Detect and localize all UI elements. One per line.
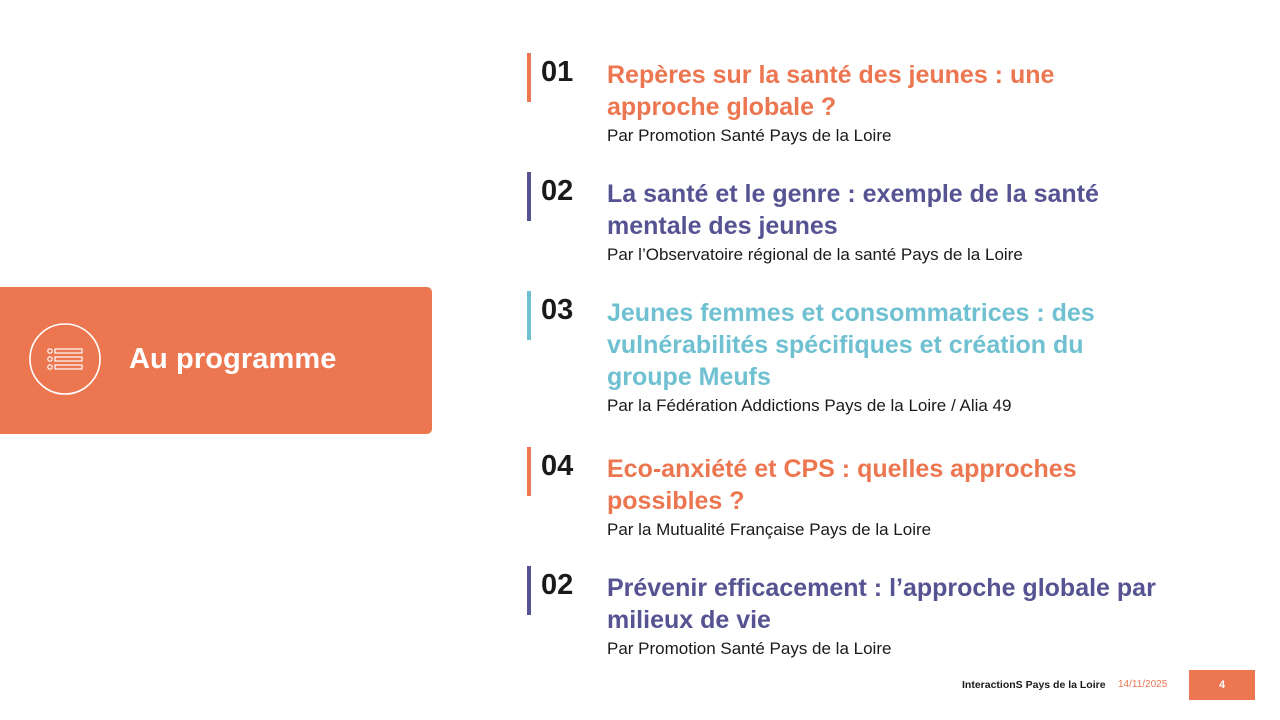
item-title: Eco-anxiété et CPS : quelles approches possibles ? bbox=[607, 455, 1077, 515]
section-title: Au programme bbox=[129, 343, 337, 375]
item-author: Par Promotion Santé Pays de la Loire bbox=[607, 639, 892, 658]
item-title: Jeunes femmes et consommatrices : des vulnérabilités spécifiques et création du groupe Meufs bbox=[607, 299, 1095, 391]
item-number: 03 bbox=[541, 294, 574, 326]
item-author: Par la Fédération Addictions Pays de la Loire / Alia 49 bbox=[607, 396, 1012, 415]
item-author: Par Promotion Santé Pays de la Loire bbox=[607, 126, 892, 145]
accent-bar bbox=[527, 291, 531, 340]
item-title: La santé et le genre : exemple de la santé mentale des jeunes bbox=[607, 180, 1099, 240]
accent-bar bbox=[527, 172, 531, 221]
item-title-block bbox=[607, 178, 1167, 266]
page-number: 4 bbox=[1189, 670, 1255, 700]
item-title-block bbox=[607, 59, 1167, 147]
item-title: Repères sur la santé des jeunes : une approche globale ? bbox=[607, 61, 1055, 121]
footer-organization: InteractionS Pays de la Loire bbox=[962, 679, 1106, 691]
item-number: 04 bbox=[541, 450, 574, 482]
item-author: Par l’Observatoire régional de la santé Pays de la Loire bbox=[607, 245, 1023, 264]
item-number: 02 bbox=[541, 175, 574, 207]
footer-date: 14/11/2025 bbox=[1118, 679, 1168, 690]
item-title-block bbox=[607, 453, 1167, 541]
item-number: 01 bbox=[541, 56, 574, 88]
item-title-block bbox=[607, 297, 1167, 417]
list-icon bbox=[29, 323, 101, 395]
accent-bar bbox=[527, 53, 531, 102]
item-number: 02 bbox=[541, 569, 574, 601]
accent-bar bbox=[527, 566, 531, 615]
section-banner bbox=[0, 287, 432, 434]
item-title: Prévenir efficacement : l’approche globale par milieux de vie bbox=[607, 574, 1156, 634]
item-author: Par la Mutualité Française Pays de la Loire bbox=[607, 520, 932, 539]
item-title-block bbox=[607, 572, 1167, 660]
accent-bar bbox=[527, 447, 531, 496]
